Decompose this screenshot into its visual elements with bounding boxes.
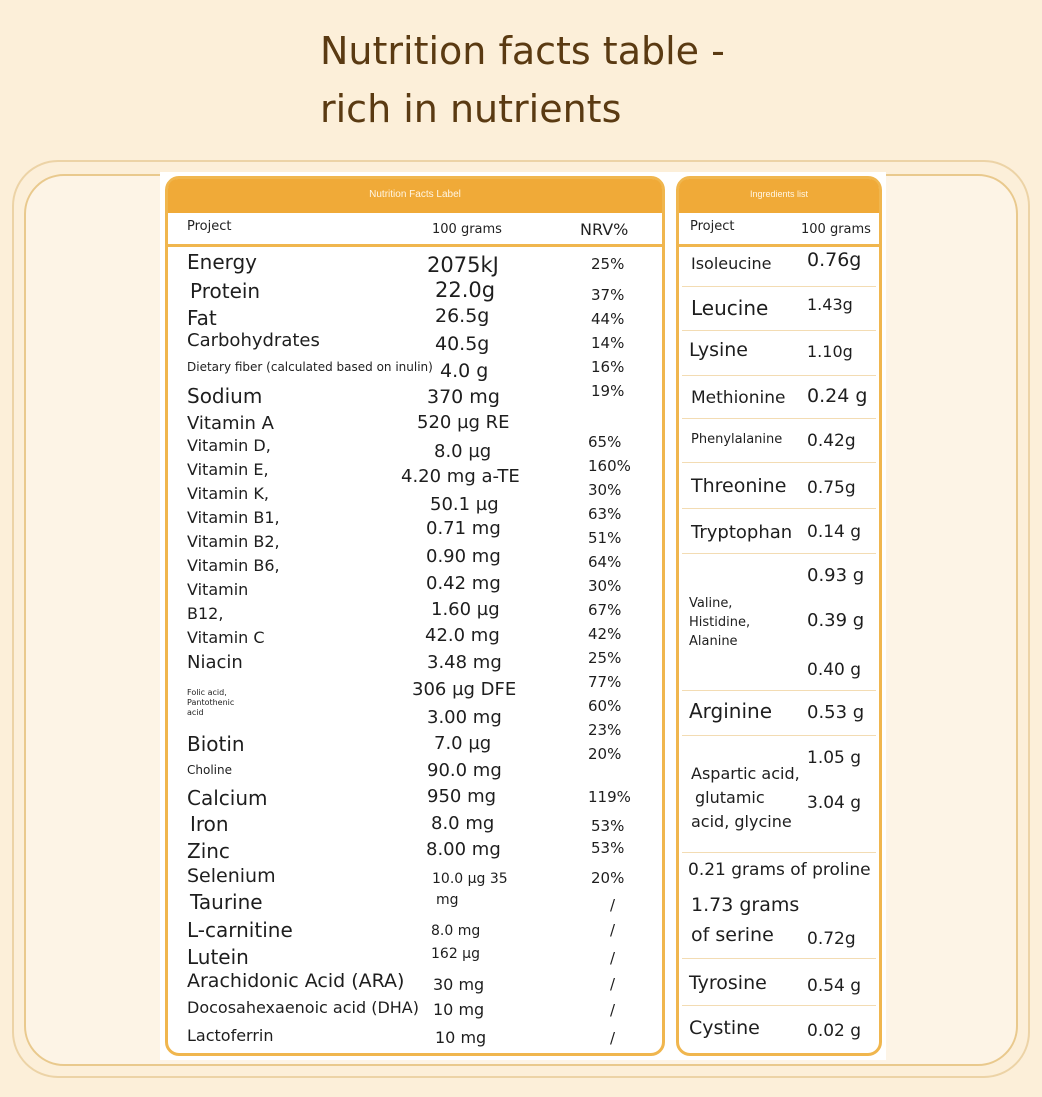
- ingredient-amount: 0.40 g: [807, 660, 862, 680]
- nutrient-name: Vitamin B1,: [187, 508, 280, 527]
- ingredient-name: Histidine,: [689, 615, 751, 630]
- nutrient-nrv: 25%: [591, 255, 625, 273]
- ingredient-name: Isoleucine: [691, 254, 772, 273]
- ingredient-name: 1.73 grams: [691, 894, 800, 916]
- nutrient-amount: 7.0 µg: [434, 733, 492, 754]
- nutrient-nrv: 19%: [591, 382, 625, 400]
- nutrient-name: Vitamin D,: [187, 436, 271, 455]
- ingredient-name: acid, glycine: [691, 812, 792, 831]
- nutrient-nrv: /: [610, 1001, 616, 1019]
- ingredient-amount: 0.14 g: [807, 522, 862, 542]
- ingredient-name: Lysine: [689, 339, 748, 361]
- nutrient-amount: mg: [436, 892, 459, 908]
- nutrient-name: Vitamin B2,: [187, 532, 280, 551]
- ingredients-header-rule: [679, 244, 879, 247]
- nutrient-nrv: 44%: [591, 310, 625, 328]
- nutrient-nrv: 16%: [591, 358, 625, 376]
- nutrient-name: Arachidonic Acid (ARA): [187, 970, 405, 992]
- ingredient-name: Arginine: [689, 699, 773, 723]
- ingredient-amount: 1.05 g: [807, 748, 862, 768]
- ingredient-amount: 0.93 g: [807, 565, 865, 586]
- column-header-nrv: NRV%: [580, 220, 629, 239]
- title-line-2: rich in nutrients: [320, 87, 622, 131]
- ingredient-name: Valine,: [689, 596, 733, 611]
- nutrient-nrv: /: [610, 1029, 616, 1047]
- ingredient-name: of serine: [691, 924, 774, 946]
- nutrient-amount: 10 mg: [433, 1000, 485, 1019]
- nutrient-amount: 4.20 mg a-TE: [401, 466, 520, 487]
- nutrient-nrv: 65%: [588, 433, 622, 451]
- header-rule: [168, 244, 662, 247]
- ingredient-name: Phenylalanine: [691, 432, 783, 447]
- row-divider: [682, 375, 876, 376]
- nutrient-amount: 30 mg: [433, 975, 485, 994]
- ingredient-amount: 0.39 g: [807, 610, 865, 631]
- ingredient-name: Leucine: [691, 296, 769, 320]
- nutrient-nrv: 42%: [588, 625, 622, 643]
- nutrient-name: Docosahexaenoic acid (DHA): [187, 998, 419, 1017]
- nutrient-name: Carbohydrates: [187, 330, 320, 351]
- nutrient-nrv: 63%: [588, 505, 622, 523]
- row-divider: [682, 286, 876, 287]
- nutrient-amount: 0.90 mg: [426, 546, 501, 567]
- nutrient-nrv: 53%: [591, 839, 625, 857]
- nutrient-nrv: 30%: [588, 481, 622, 499]
- nutrient-name: Energy: [187, 250, 258, 274]
- page-title: [320, 22, 725, 138]
- nutrient-name: Taurine: [190, 890, 263, 914]
- nutrient-amount: 3.00 mg: [427, 707, 502, 728]
- nutrient-name: Iron: [190, 812, 229, 836]
- nutrient-nrv: 67%: [588, 601, 622, 619]
- ingredient-amount: 0.72g: [807, 929, 856, 949]
- ingredient-name: Threonine: [691, 475, 787, 497]
- nutrient-amount: 1.60 µg: [431, 599, 500, 620]
- nutrient-name: Lutein: [187, 945, 249, 969]
- ingredient-amount: 0.24 g: [807, 385, 868, 407]
- nutrient-name: Lactoferrin: [187, 1026, 274, 1045]
- nutrient-nrv: 20%: [591, 869, 625, 887]
- nutrient-name: Folic acid, Pantothenic acid: [187, 688, 235, 717]
- nutrient-amount: 4.0 g: [440, 360, 489, 382]
- nutrient-nrv: 119%: [588, 788, 631, 806]
- nutrient-name: Vitamin: [187, 580, 249, 599]
- nutrient-nrv: 60%: [588, 697, 622, 715]
- nutrient-amount: 162 µg: [431, 946, 480, 962]
- nutrition-facts-card-title: Nutrition Facts Label: [369, 189, 461, 200]
- nutrient-nrv: 53%: [591, 817, 625, 835]
- nutrient-nrv: 37%: [591, 286, 625, 304]
- nutrient-name: Vitamin E,: [187, 460, 269, 479]
- nutrient-amount: 2075kJ: [427, 253, 499, 277]
- nutrient-nrv: 30%: [588, 577, 622, 595]
- nutrient-name: Calcium: [187, 786, 268, 810]
- ingredient-name: Aspartic acid,: [691, 764, 800, 783]
- nutrient-amount: 8.0 µg: [434, 441, 492, 462]
- nutrient-amount: 306 µg DFE: [412, 679, 517, 700]
- row-divider: [682, 330, 876, 331]
- nutrient-nrv: 25%: [588, 649, 622, 667]
- ingredient-name: glutamic: [695, 788, 765, 807]
- nutrient-amount: 950 mg: [427, 786, 497, 807]
- ingredient-amount: 0.42g: [807, 431, 856, 451]
- nutrient-name: Selenium: [187, 865, 276, 887]
- row-divider: [682, 735, 876, 736]
- ingredient-amount: 0.54 g: [807, 976, 862, 996]
- row-divider: [682, 958, 876, 959]
- nutrient-amount: 8.00 mg: [426, 839, 501, 860]
- nutrient-name: Vitamin B6,: [187, 556, 280, 575]
- nutrient-amount: 8.0 mg: [431, 813, 495, 834]
- row-divider: [682, 418, 876, 419]
- nutrient-nrv: 77%: [588, 673, 622, 691]
- nutrient-name: Zinc: [187, 839, 230, 863]
- column-header-amount: 100 grams: [432, 222, 502, 237]
- nutrient-nrv: 14%: [591, 334, 625, 352]
- ingredient-amount: 0.02 g: [807, 1021, 862, 1041]
- nutrient-amount: 3.48 mg: [427, 652, 502, 673]
- row-divider: [682, 508, 876, 509]
- nutrient-nrv: /: [610, 921, 616, 939]
- nutrient-amount: 10 mg: [435, 1028, 487, 1047]
- nutrient-amount: 26.5g: [435, 305, 490, 327]
- nutrient-nrv: /: [610, 975, 616, 993]
- nutrient-name: Protein: [190, 279, 261, 303]
- nutrient-nrv: 51%: [588, 529, 622, 547]
- nutrient-name: Dietary fiber (calculated based on inulin): [187, 360, 433, 374]
- nutrient-nrv: /: [610, 949, 616, 967]
- row-divider: [682, 462, 876, 463]
- ingredient-amount: 0.76g: [807, 249, 862, 271]
- nutrient-nrv: 20%: [588, 745, 622, 763]
- column-header-project: Project: [187, 219, 232, 234]
- row-divider: [682, 553, 876, 554]
- nutrient-nrv: 23%: [588, 721, 622, 739]
- ingredient-name: Tyrosine: [689, 972, 767, 994]
- nutrient-amount: 90.0 mg: [427, 760, 502, 781]
- nutrient-name: Vitamin A: [187, 413, 274, 434]
- nutrient-name: Vitamin C: [187, 628, 265, 647]
- nutrient-amount: 22.0g: [435, 278, 496, 302]
- nutrient-name: Sodium: [187, 384, 263, 408]
- ingredient-amount: 0.75g: [807, 478, 856, 498]
- row-divider: [682, 852, 876, 853]
- nutrient-name: Choline: [187, 763, 232, 777]
- ingredients-header-amount: 100 grams: [801, 222, 871, 237]
- nutrient-name: Biotin: [187, 732, 245, 756]
- nutrient-amount: 40.5g: [435, 333, 490, 355]
- nutrient-amount: 0.71 mg: [426, 518, 501, 539]
- ingredients-header-project: Project: [690, 219, 735, 234]
- nutrient-nrv: 160%: [588, 457, 631, 475]
- nutrient-name: Vitamin K,: [187, 484, 269, 503]
- ingredient-name: Tryptophan: [691, 522, 793, 543]
- ingredients-card-title: Ingredients list: [749, 189, 809, 199]
- nutrient-amount: 50.1 µg: [430, 494, 499, 515]
- ingredient-amount: 1.10g: [807, 342, 853, 361]
- title-line-1: Nutrition facts table -: [320, 29, 725, 73]
- nutrient-amount: 8.0 mg: [431, 923, 481, 939]
- nutrient-name: Niacin: [187, 652, 243, 673]
- ingredient-name: Alanine: [689, 634, 738, 649]
- ingredient-amount: 3.04 g: [807, 793, 862, 813]
- ingredient-amount: 0.53 g: [807, 702, 865, 723]
- row-divider: [682, 1005, 876, 1006]
- nutrient-amount: 370 mg: [427, 386, 500, 408]
- nutrient-name: L-carnitine: [187, 918, 293, 942]
- nutrient-name: B12,: [187, 604, 224, 623]
- nutrient-amount: 520 µg RE: [417, 412, 510, 433]
- ingredient-name: 0.21 grams of proline: [688, 860, 871, 880]
- nutrient-nrv: 64%: [588, 553, 622, 571]
- ingredient-name: Methionine: [691, 388, 786, 408]
- nutrient-name: Fat: [187, 306, 217, 330]
- nutrient-amount: 10.0 µg 35: [432, 871, 508, 887]
- row-divider: [682, 690, 876, 691]
- nutrient-amount: 42.0 mg: [425, 625, 500, 646]
- nutrient-nrv: /: [610, 896, 616, 914]
- ingredient-amount: 1.43g: [807, 295, 853, 314]
- ingredient-name: Cystine: [689, 1017, 760, 1039]
- nutrient-amount: 0.42 mg: [426, 573, 501, 594]
